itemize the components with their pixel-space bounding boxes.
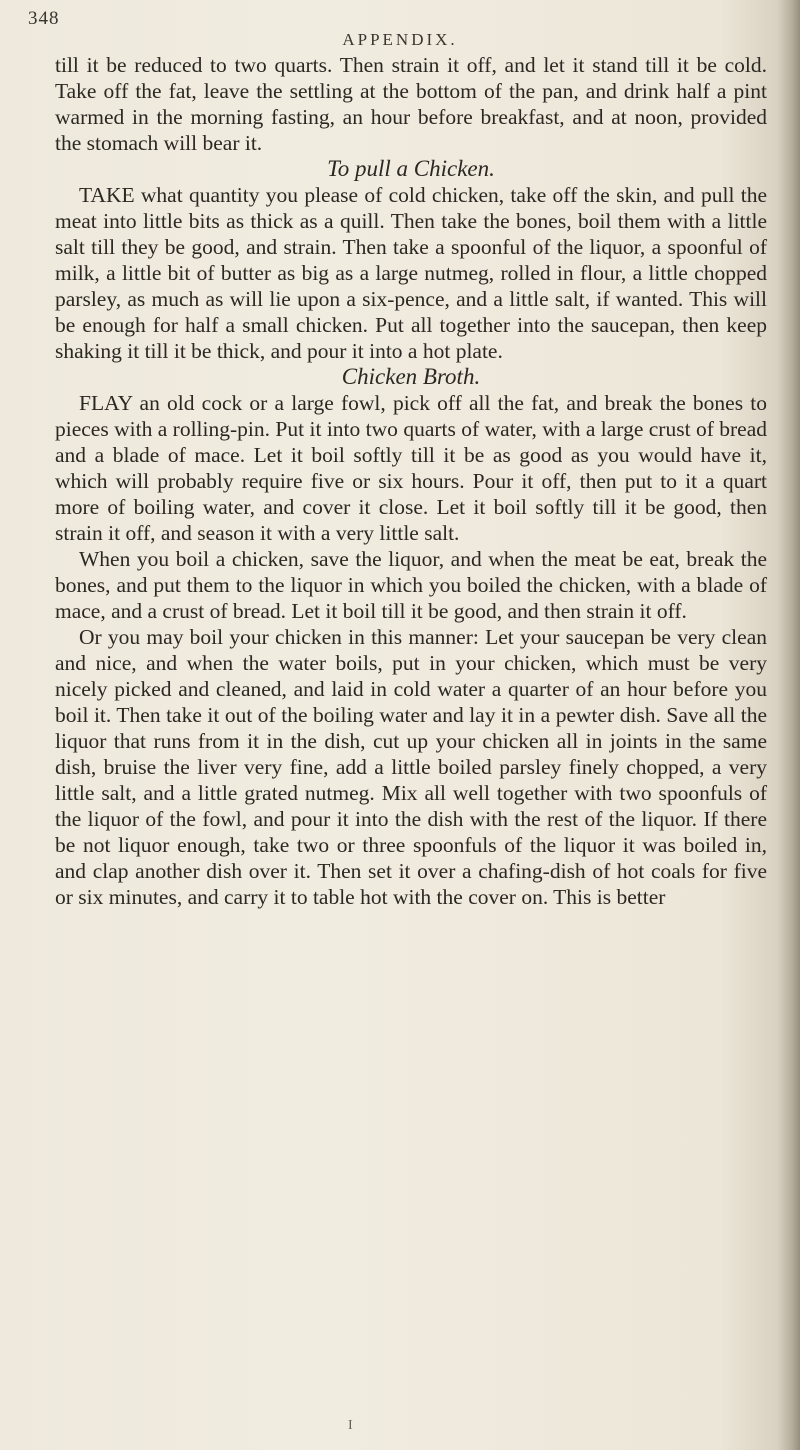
paragraph-broth-1: FLAY an old cock or a large fowl, pick off all the fat, and break the bones to pieces with a rolling-pin. Put it into two quarts of water, with a large crust of bread and a blade of mace. Let it boil softly till it be as good as you would have it, which will probably require five or six hours. Pour it off, then put to it a quart more of boiling water, and cover it close. Let it boil softly till it be good, then strain it off, and season it with a very little salt.	[55, 391, 767, 545]
footer-mark: I	[348, 1418, 353, 1433]
section-heading-pull-chicken: To pull a Chicken.	[327, 156, 495, 181]
paragraph-broth-3: Or you may boil your chicken in this manner: Let your saucepan be very clean and nice, and when the water boils, put in your chicken, which must be very nicely picked and cleaned, and laid in cold water a quarter of an hour before you boil it. Then take it out of the boiling water and lay it in a pewter dish. Save all the liquor that runs from it in the dish, cut up your chicken all in joints in the same dish, bruise the liver very fine, add a little boiled parsley finely chopped, a very little salt, and a little grated nutmeg. Mix all well together with two spoonfuls of the liquor of the fowl, and pour it into the dish with the rest of the liquor. If there be not liquor enough, take two or three spoonfuls of the liquor it was boiled in, and clap another dish over it. Then set it over a chafing-dish of hot coals for five or six minutes, and carry it to table hot with the cover on. This is better	[55, 625, 767, 909]
body-text	[55, 52, 767, 910]
paragraph-intro: till it be reduced to two quarts. Then strain it off, and let it stand till it be cold. Take off the fat, leave the settling at the bottom of the pan, and drink half a pint warmed in the morning fasting, an hour before breakfast, and at noon, provided the stomach will bear it.	[55, 53, 767, 155]
page-number: 348	[28, 8, 60, 29]
paragraph-broth-2: When you boil a chicken, save the liquor, and when the meat be eat, break the bones, and put them to the liquor in which you boiled the chicken, with a blade of mace, and a crust of bread. Let it boil till it be good, and then strain it off.	[55, 547, 767, 623]
page-edge-shadow	[778, 0, 800, 1450]
paragraph-pull-chicken: TAKE what quantity you please of cold chicken, take off the skin, and pull the meat into little bits as thick as a quill. Then take the bones, boil them with a little salt till they be good, and strain. Then take a spoonful of the liquor, a spoonful of milk, a little bit of butter as big as a large nutmeg, rolled in flour, a little chopped parsley, as much as will lie upon a six-pence, and a little salt, if wanted. This will be enough for half a small chicken. Put all together into the saucepan, then keep shaking it till it be thick, and pour it into a hot plate.	[55, 183, 767, 363]
section-heading-chicken-broth: Chicken Broth.	[341, 364, 481, 389]
running-head: APPENDIX.	[342, 30, 458, 49]
